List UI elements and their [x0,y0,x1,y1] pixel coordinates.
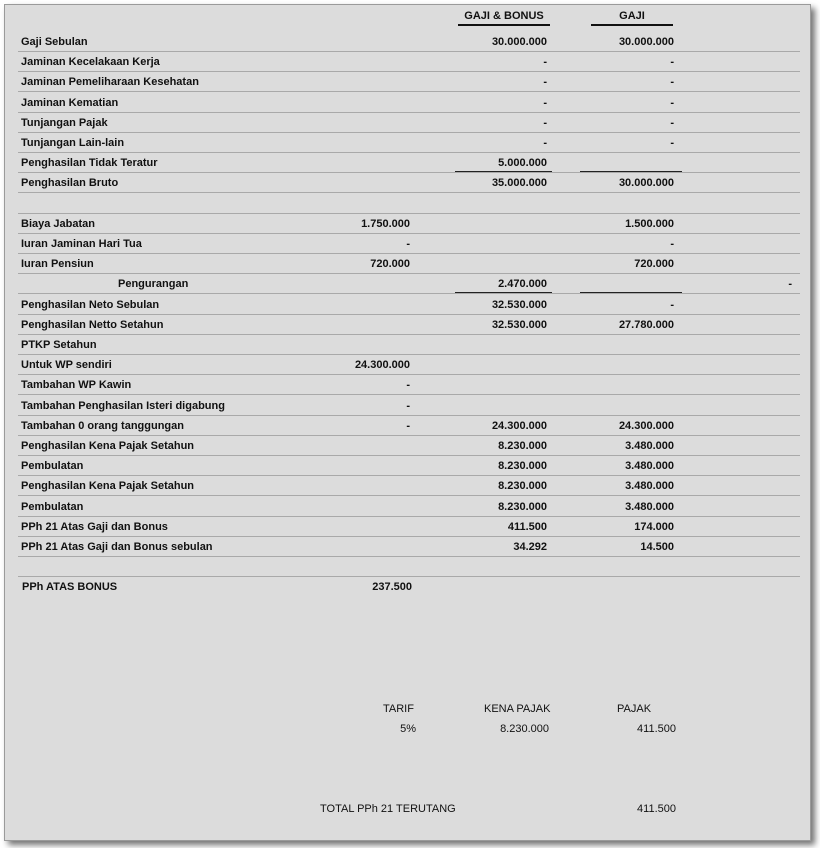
table-row [18,52,800,72]
subtotal-underline [580,171,682,172]
table-row [18,537,800,557]
row-label: Jaminan Pemeliharaan Kesehatan [21,76,199,89]
table-row [18,456,800,476]
row-value-c2: 32.530.000 [491,298,547,311]
row-value-c2: - [543,116,547,129]
row-value-c3: 27.780.000 [618,318,674,331]
row-value-c2: - [543,56,547,69]
table-row [18,72,800,92]
row-label: Tambahan Penghasilan Isteri digabung [21,399,225,412]
table-row [18,234,800,254]
row-value-c3: - [670,137,674,149]
row-label: Untuk WP sendiri [21,359,112,372]
pajak-header: PAJAK [617,703,652,715]
row-value-c3: 30.000.000 [618,177,674,190]
table-row [18,32,800,52]
subtotal-underline [455,292,552,293]
row-label: Penghasilan Kena Pajak Setahun [21,480,195,493]
subtotal-underline [455,171,552,172]
row-value-c2: 8.230.000 [498,480,547,493]
header-gaji-bonus [456,10,552,26]
row-value-c1: 1.750.000 [361,217,410,230]
row-value-c2: 8.230.000 [498,460,547,473]
table-row [18,93,800,113]
row-value-c1: - [406,419,410,432]
row-value-c3: 3.480.000 [625,480,674,493]
row-value-c3: 720.000 [634,258,674,271]
row-value-c2: 2.470.000 [498,278,547,291]
row-value-c2: 24.300.000 [491,419,547,432]
table-row [18,295,800,315]
kena-pajak-header: KENA PAJAK [484,703,551,715]
row-value-c3: - [670,116,674,129]
kena-pajak-value: 8.230.000 [500,723,549,735]
row-value-c1: 720.000 [370,258,410,271]
row-label: Jaminan Kematian [21,96,119,109]
row-value-c1: - [406,238,410,250]
row-label: Tambahan 0 orang tanggungan [21,419,184,432]
pajak-value: 411.500 [637,723,676,735]
subtotal-underline [580,292,682,293]
row-value-c4: - [788,278,792,291]
row-value-c1: - [406,399,410,412]
bonus-value: 237.500 [372,581,412,593]
row-value-c3: - [670,56,674,69]
row-value-c2: - [543,96,547,109]
row-label: Gaji Sebulan [21,36,88,48]
header-gaji [588,10,676,26]
row-label: PPh 21 Atas Gaji dan Bonus sebulan [21,541,213,553]
row-label: Penghasilan Neto Sebulan [21,298,160,311]
table-row [18,153,800,173]
row-value-c2: 34.292 [513,541,547,553]
row-label: Tambahan WP Kawin [21,379,132,392]
table-row [18,557,800,577]
row-label: Jaminan Kecelakaan Kerja [21,56,160,69]
row-value-c2: 8.230.000 [498,500,547,513]
row-label: Penghasilan Netto Setahun [21,318,164,331]
header-gaji-bonus-label: GAJI & BONUS [458,10,549,26]
table-row [18,315,800,335]
table-row [18,517,800,537]
row-value-c1: - [406,379,410,392]
table-row [18,375,800,395]
row-value-c3: 3.480.000 [625,440,674,452]
table-row [18,335,800,355]
row-value-c3: 30.000.000 [618,36,674,48]
row-value-c2: 32.530.000 [491,318,547,331]
row-value-c3: - [670,76,674,89]
table-row [18,113,800,133]
row-label: Iuran Pensiun [21,258,94,271]
row-value-c3: 24.300.000 [618,419,674,432]
row-value-c3: - [670,238,674,250]
row-label: Pembulatan [21,460,84,473]
tarif-value: 5% [400,723,416,735]
table-row [18,436,800,456]
table-row [18,416,800,436]
tarif-header: TARIF [383,703,414,715]
table-row [18,173,800,193]
total-label: TOTAL PPh 21 TERUTANG [320,803,456,815]
table-row [18,194,800,214]
row-label: Penghasilan Kena Pajak Setahun [21,440,195,452]
row-label: PTKP Setahun [21,339,97,351]
row-value-c3: 174.000 [634,520,674,533]
row-value-c2: - [543,76,547,89]
table-row [18,497,800,517]
table-row [18,133,800,153]
table-row [18,274,800,294]
table-row [18,476,800,496]
row-value-c2: - [543,137,547,149]
row-value-c2: 8.230.000 [498,440,547,452]
table-row [18,355,800,375]
row-value-c2: 30.000.000 [491,36,547,48]
row-value-c3: - [670,96,674,109]
row-value-c3: 14.500 [640,541,674,553]
row-label: Iuran Jaminan Hari Tua [21,238,142,250]
row-label: Penghasilan Tidak Teratur [21,157,158,170]
row-value-c3: 3.480.000 [625,500,674,513]
row-label: PPh 21 Atas Gaji dan Bonus [21,520,168,533]
row-label: Penghasilan Bruto [21,177,119,190]
row-value-c2: 35.000.000 [491,177,547,190]
row-value-c2: 5.000.000 [498,157,547,170]
table-row [18,396,800,416]
row-value-c3: 1.500.000 [625,217,674,230]
row-label: Tunjangan Lain-lain [21,137,125,149]
row-value-c2: 411.500 [507,520,547,533]
row-value-c1: 24.300.000 [354,359,410,372]
row-value-c3: 3.480.000 [625,460,674,473]
row-label: Biaya Jabatan [21,217,95,230]
row-label: Tunjangan Pajak [21,116,108,129]
table-row [18,254,800,274]
row-label: Pembulatan [21,500,84,513]
header-gaji-label: GAJI [591,10,673,26]
total-value: 411.500 [637,803,676,815]
bonus-label: PPh ATAS BONUS [22,581,118,593]
row-value-c3: - [670,298,674,311]
row-label: Pengurangan [118,278,189,291]
table-row [18,214,800,234]
